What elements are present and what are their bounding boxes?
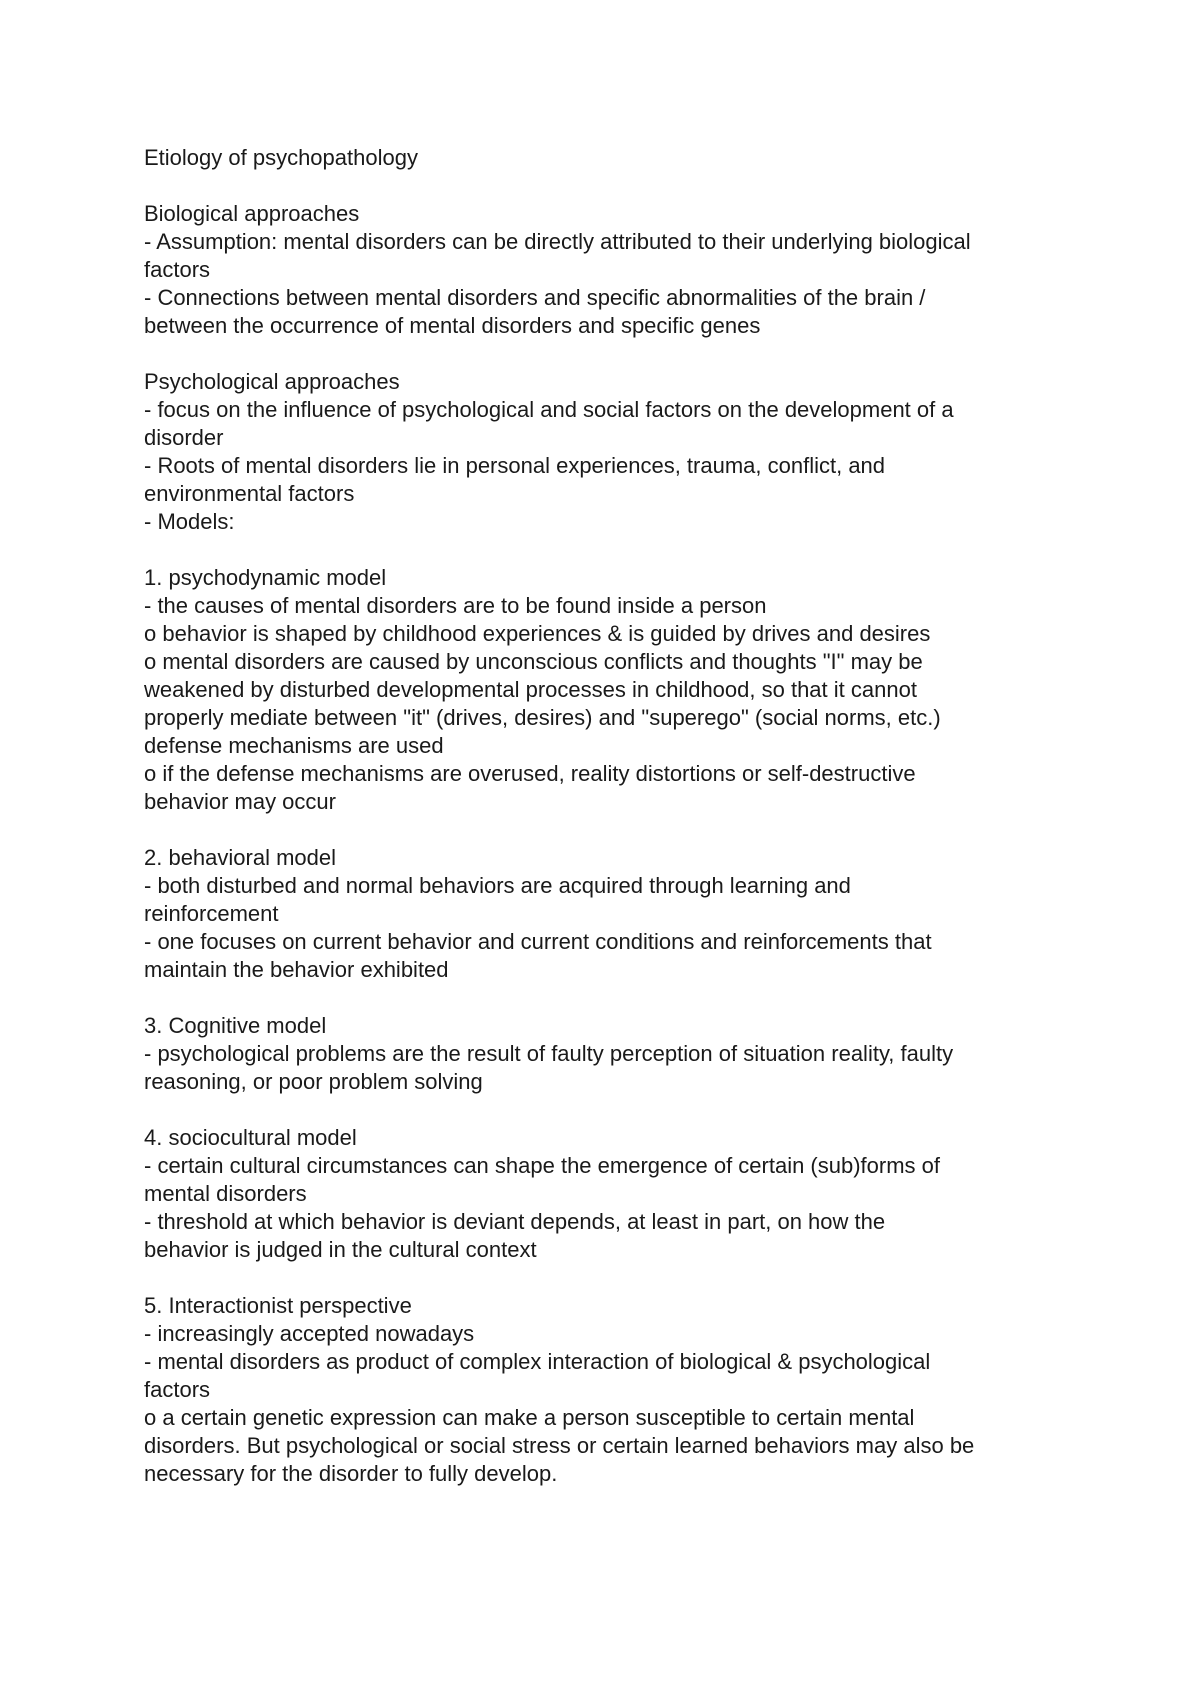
body-line: - one focuses on current behavior and current conditions and reinforcements that: [144, 929, 932, 954]
section-heading: Psychological approaches: [144, 369, 400, 394]
section-heading: Biological approaches: [144, 201, 360, 226]
body-line: o if the defense mechanisms are overused, reality distortions or self-destructive: [144, 761, 916, 786]
document-title: Etiology of psychopathology: [144, 145, 418, 170]
body-line: mental disorders: [144, 1181, 307, 1206]
section-heading: 4. sociocultural model: [144, 1125, 357, 1150]
body-line: disorder: [144, 425, 224, 450]
body-line: - Roots of mental disorders lie in personal experiences, trauma, conflict, and: [144, 453, 886, 478]
body-line: - Models:: [144, 509, 235, 534]
paragraph-spacer: [144, 1096, 1074, 1124]
body-line: behavior is judged in the cultural context: [144, 1237, 537, 1262]
body-line: - the causes of mental disorders are to be found inside a person: [144, 593, 767, 618]
body-line: - threshold at which behavior is deviant depends, at least in part, on how the: [144, 1209, 886, 1234]
paragraph-spacer: [144, 984, 1074, 1012]
body-line: - increasingly accepted nowadays: [144, 1321, 475, 1346]
body-line: behavior may occur: [144, 789, 336, 814]
body-line: o mental disorders are caused by unconscious conflicts and thoughts "I" may be: [144, 649, 923, 674]
body-line: weakened by disturbed developmental processes in childhood, so that it cannot: [144, 677, 917, 702]
body-line: o behavior is shaped by childhood experiences & is guided by drives and desires: [144, 621, 931, 646]
body-line: - both disturbed and normal behaviors are acquired through learning and: [144, 873, 851, 898]
body-line: - certain cultural circumstances can shape the emergence of certain (sub)forms of: [144, 1153, 941, 1178]
document-body: [144, 144, 1074, 1488]
body-line: o a certain genetic expression can make a person susceptible to certain mental: [144, 1405, 915, 1430]
paragraph-spacer: [144, 816, 1074, 844]
body-line: reasoning, or poor problem solving: [144, 1069, 483, 1094]
paragraph-spacer: [144, 172, 1074, 200]
body-line: - focus on the influence of psychological and social factors on the development of a: [144, 397, 954, 422]
section-heading: 2. behavioral model: [144, 845, 337, 870]
paragraph-spacer: [144, 1264, 1074, 1292]
body-line: - Connections between mental disorders and specific abnormalities of the brain /: [144, 285, 926, 310]
body-line: properly mediate between "it" (drives, desires) and "superego" (social norms, etc.): [144, 705, 941, 730]
body-line: - mental disorders as product of complex interaction of biological & psychological: [144, 1349, 931, 1374]
body-line: between the occurrence of mental disorders and specific genes: [144, 313, 761, 338]
paragraph-spacer: [144, 340, 1074, 368]
body-line: - psychological problems are the result of faulty perception of situation reality, faulty: [144, 1041, 954, 1066]
body-line: factors: [144, 1377, 211, 1402]
body-line: factors: [144, 257, 211, 282]
body-line: - Assumption: mental disorders can be directly attributed to their underlying biological: [144, 229, 971, 254]
paragraph-spacer: [144, 536, 1074, 564]
section-heading: 1. psychodynamic model: [144, 565, 387, 590]
body-line: necessary for the disorder to fully develop.: [144, 1461, 558, 1486]
section-heading: 5. Interactionist perspective: [144, 1293, 412, 1318]
section-heading: 3. Cognitive model: [144, 1013, 327, 1038]
body-line: disorders. But psychological or social stress or certain learned behaviors may also be: [144, 1433, 975, 1458]
body-line: environmental factors: [144, 481, 355, 506]
body-line: defense mechanisms are used: [144, 733, 444, 758]
body-line: maintain the behavior exhibited: [144, 957, 449, 982]
body-line: reinforcement: [144, 901, 279, 926]
